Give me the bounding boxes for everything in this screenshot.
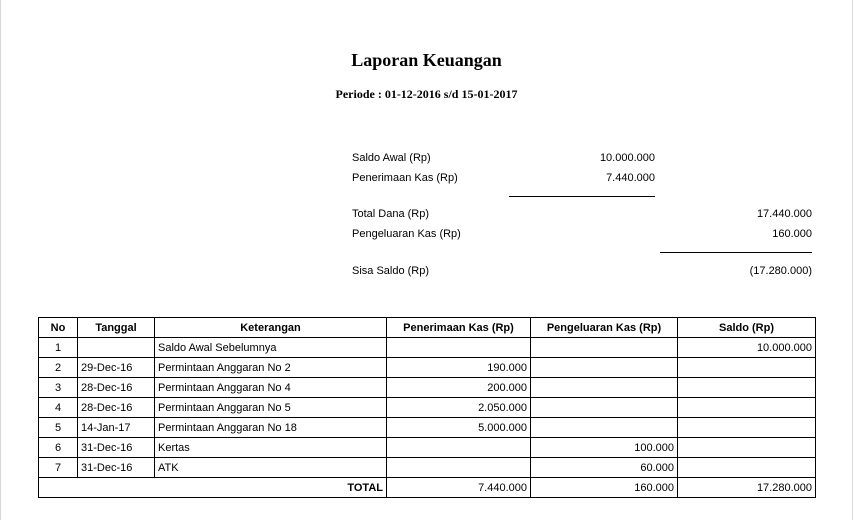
total-dana-label: Total Dana (Rp) [352,208,430,220]
ledger-table [38,317,816,498]
row-no: 5 [39,418,78,438]
row-saldo [678,378,816,398]
report-period: Periode : 01-12-2016 s/d 15-01-2017 [335,87,518,101]
total-pengeluaran: 160.000 [531,478,678,498]
row-penerimaan [387,438,531,458]
header-keterangan: Keterangan [155,318,387,338]
row-penerimaan: 5.000.000 [387,418,531,438]
row-penerimaan: 190.000 [387,358,531,378]
row-saldo [678,398,816,418]
total-row [39,478,816,498]
total-saldo: 17.280.000 [678,478,816,498]
row-keterangan: Kertas [155,438,387,458]
row-pengeluaran: 60.000 [531,458,678,478]
total-dana-value: 17.440.000 [756,208,812,220]
pengeluaran-value: 160.000 [772,228,812,240]
row-no: 3 [39,378,78,398]
row-tanggal: 29-Dec-16 [78,358,155,378]
row-saldo [678,458,816,478]
row-tanggal: 28-Dec-16 [78,378,155,398]
table-row [39,338,816,358]
table-row [39,438,816,458]
row-pengeluaran [531,418,678,438]
penerimaan-value: 7.440.000 [606,172,655,184]
row-tanggal: 31-Dec-16 [78,458,155,478]
total-label: TOTAL [39,478,387,498]
header-no: No [39,318,78,338]
row-tanggal [78,338,155,358]
row-no: 6 [39,438,78,458]
row-no: 1 [39,338,78,358]
subtotal-rule-2 [660,252,812,253]
row-keterangan: Permintaan Anggaran No 2 [155,358,387,378]
row-penerimaan [387,458,531,478]
row-penerimaan: 2.050.000 [387,398,531,418]
report-title: Laporan Keuangan [351,50,502,70]
row-pengeluaran [531,398,678,418]
table-row [39,398,816,418]
row-keterangan: ATK [155,458,387,478]
header-penerimaan: Penerimaan Kas (Rp) [387,318,531,338]
row-saldo [678,438,816,458]
row-pengeluaran [531,378,678,398]
header-pengeluaran: Pengeluaran Kas (Rp) [531,318,678,338]
table-row [39,378,816,398]
row-no: 4 [39,398,78,418]
row-tanggal: 28-Dec-16 [78,398,155,418]
total-penerimaan: 7.440.000 [387,478,531,498]
row-keterangan: Permintaan Anggaran No 5 [155,398,387,418]
row-tanggal: 14-Jan-17 [78,418,155,438]
row-pengeluaran [531,358,678,378]
pengeluaran-label: Pengeluaran Kas (Rp) [352,228,461,240]
row-pengeluaran [531,338,678,358]
row-penerimaan [387,338,531,358]
sisa-saldo-value: (17.280.000) [749,265,812,277]
row-tanggal: 31-Dec-16 [78,438,155,458]
row-pengeluaran: 100.000 [531,438,678,458]
row-no: 7 [39,458,78,478]
page-border-left [0,0,1,520]
table-row [39,458,816,478]
row-no: 2 [39,358,78,378]
header-saldo: Saldo (Rp) [678,318,816,338]
row-keterangan: Permintaan Anggaran No 18 [155,418,387,438]
subtotal-rule-1 [509,196,655,197]
saldo-awal-label: Saldo Awal (Rp) [352,152,431,164]
row-penerimaan: 200.000 [387,378,531,398]
penerimaan-label: Penerimaan Kas (Rp) [352,172,458,184]
row-keterangan: Saldo Awal Sebelumnya [155,338,387,358]
row-saldo [678,418,816,438]
saldo-awal-value: 10.000.000 [599,152,655,164]
table-row [39,358,816,378]
table-row [39,418,816,438]
header-tanggal: Tanggal [78,318,155,338]
row-saldo: 10.000.000 [678,338,816,358]
row-keterangan: Permintaan Anggaran No 4 [155,378,387,398]
row-saldo [678,358,816,378]
table-header-row [39,318,816,338]
sisa-saldo-label: Sisa Saldo (Rp) [352,265,430,277]
